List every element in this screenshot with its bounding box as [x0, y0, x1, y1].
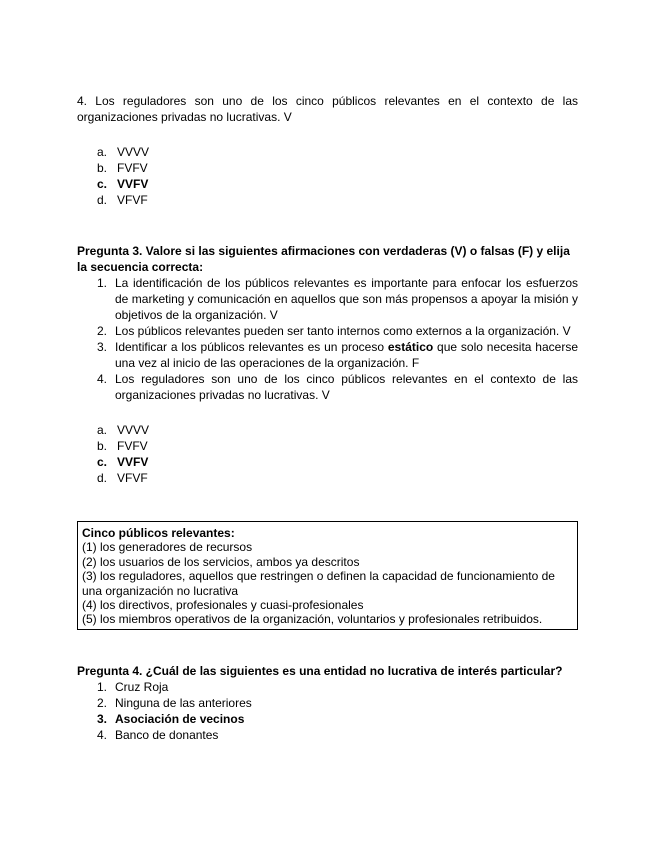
q4-option-2: 2. Ninguna de las anteriores: [97, 695, 252, 710]
q4-option-4: 4. Banco de donantes: [97, 727, 219, 742]
prev-question-options: [77, 144, 578, 208]
option-d: d. VFVF: [97, 193, 148, 207]
option-b: b. FVFV: [97, 161, 148, 175]
option-a: a. VVVV: [97, 423, 150, 437]
box-title: Cinco públicos relevantes:: [82, 526, 235, 540]
q4-option-1: 1. Cruz Roja: [97, 679, 169, 694]
q4-option-3-correct: 3. Asociación de vecinos: [97, 711, 245, 726]
box-line-5: (5) los miembros operativos de la organización, voluntarios y profesionales retribuidos.: [82, 612, 543, 627]
question-4-options: [77, 679, 578, 743]
statement-4: 4. Los reguladores son uno de los cinco públicos relevantes en el contexto de las organizaciones privadas no lucrativas. V: [97, 372, 578, 402]
statement-1: 1. La identificación de los públicos relevantes es importante para enfocar los esfuerzos de marketing y comunicación en aquellos que son más propensos a apoyar la misión y objetivos de la organización. V: [97, 276, 578, 322]
box-line-1: (1) los generadores de recursos: [82, 540, 253, 555]
publics-info-box: [77, 521, 578, 630]
option-b: b. FVFV: [97, 439, 148, 453]
box-line-4: (4) los directivos, profesionales y cuasi-profesionales: [82, 598, 364, 613]
option-a: a. VVVV: [97, 145, 150, 159]
question-3-title: Pregunta 3. Valore si las siguientes afirmaciones con verdaderas (V) o falsas (F) y elija la secuencia correcta:: [77, 244, 570, 274]
option-c-correct: c. VVFV: [97, 177, 149, 191]
question-4-title: Pregunta 4. ¿Cuál de las siguientes es una entidad no lucrativa de interés particular?: [77, 663, 563, 678]
statement-3: 3. Identificar a los públicos relevantes es un proceso estático que solo necesita hacerse una vez al inicio de las operaciones de la organización. F: [97, 340, 578, 370]
box-line-2: (2) los usuarios de los servicios, ambos ya descritos: [82, 554, 360, 569]
prev-question-item-4: 4. Los reguladores son uno de los cinco públicos relevantes en el contexto de las organizaciones privadas no lucrativas. V: [77, 94, 578, 124]
document-page: [77, 93, 578, 743]
option-d: d. VFVF: [97, 471, 148, 485]
option-c-correct: c. VVFV: [97, 455, 149, 469]
question-3-statements: [77, 275, 578, 403]
statement-2: 2. Los públicos relevantes pueden ser tanto internos como externos a la organización. V: [97, 324, 571, 338]
box-line-3: (3) los reguladores, aquellos que restringen o definen la capacidad de funcionamiento de una organización no lucrativa: [82, 569, 555, 598]
question-3-options: [77, 422, 578, 486]
